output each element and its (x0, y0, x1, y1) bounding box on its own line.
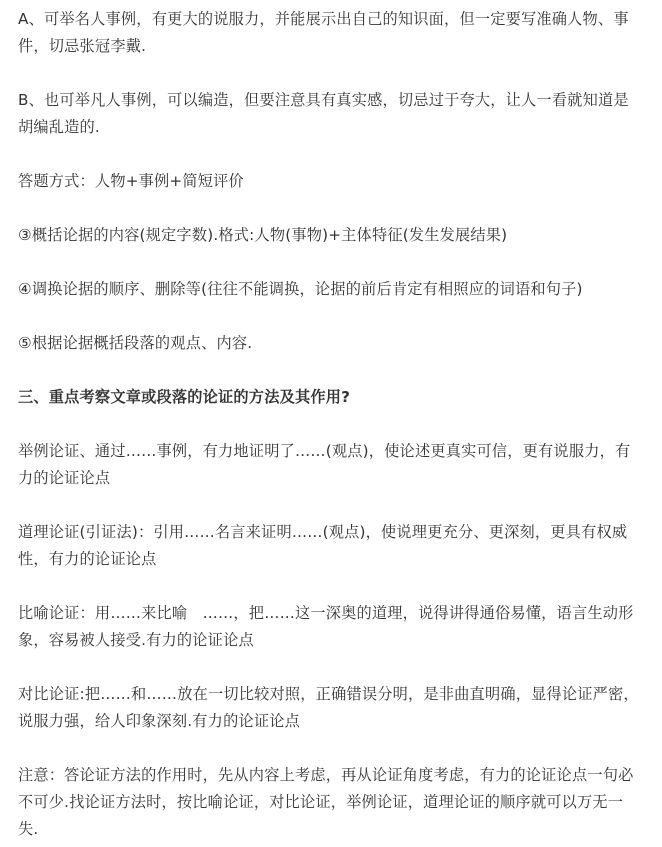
paragraph-contrast-argument: 对比论证:把……和……放在一切比较对照，正确错误分明，是非曲直明确，显得论证严密，说服力强，给人印象深刻.有力的论证论点 (18, 685, 639, 730)
paragraph-reasoning-argument: 道理论证(引证法)：引用……名言来证明……(观点)，使说理更充分、更深刻，更具有权威性，有力的论证论点 (18, 523, 628, 568)
paragraph-point-a: A、可举名人事例，有更大的说服力，并能展示出自己的知识面，但一定要写准确人物、事件，切忌张冠李戴. (18, 10, 629, 55)
paragraph-note: 注意：答论证方法的作用时，先从内容上考虑，再从论证角度考虑，有力的论证论点一句必不可少.找论证方法时，按比喻论证，对比论证，举例论证，道理论证的顺序就可以万无一失. (18, 766, 634, 838)
paragraph-item-5: ⑤根据论据概括段落的观点、内容. (18, 334, 253, 352)
paragraph-metaphor-argument: 比喻论证：用……来比喻 ……，把……这一深奥的道理，说得讲得通俗易懂，语言生动形象，容易被人接受.有力的论证论点 (18, 604, 634, 649)
paragraph-item-3: ③概括论据的内容(规定字数).格式:人物(事物)+主体特征(发生发展结果) (18, 226, 508, 244)
paragraph-point-b: B、也可举凡人事例，可以编造，但要注意具有真实感，切忌过于夸大，让人一看就知道是胡编乱造的. (18, 91, 629, 136)
paragraph-answer-format: 答题方式：人物+事例+简短评价 (18, 172, 244, 190)
paragraph-example-argument: 举例论证、通过……事例，有力地证明了……(观点)，使论述更真实可信，更有说服力，有力的论证论点 (18, 442, 631, 487)
section-heading: 三、重点考察文章或段落的论证的方法及其作用? (18, 388, 351, 406)
paragraph-item-4: ④调换论据的顺序、删除等(往往不能调换，论据的前后肯定有相照应的词语和句子) (18, 280, 583, 298)
